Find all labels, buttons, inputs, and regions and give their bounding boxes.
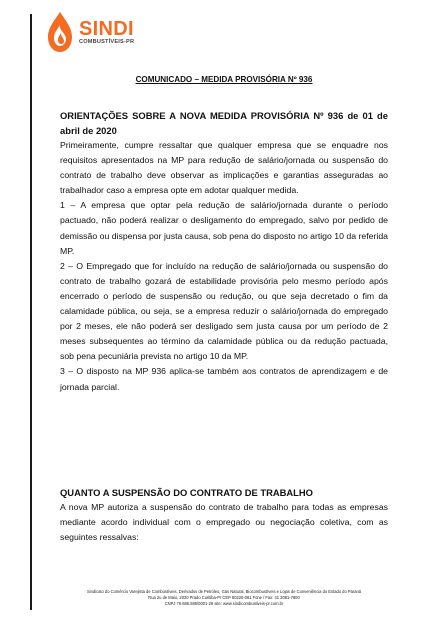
heading-orientacoes: ORIENTAÇÕES SOBRE A NOVA MEDIDA PROVISÓRIA Nº 936 de 01 de abril de 2020 bbox=[60, 110, 388, 136]
fuel-drop-icon bbox=[44, 11, 76, 53]
footer-line: Sindicato do Comércio Varejista de Combustíveis, Derivados de Petróleo, Gás Natural, Biocombustíveis e Lojas de Conveniência do Estado do Paraná bbox=[86, 589, 362, 594]
section-suspensao bbox=[60, 500, 388, 545]
paragraph: 1 – A empresa que optar pela redução de salário/jornada durante o período pactuado, não poderá realizar o desligamento do empregado, salvo por pedido de demissão ou dispensa por justa causa, sob pena do disposto no artigo 10 da referida MP. bbox=[60, 200, 388, 256]
paragraph: Primeiramente, cumpre ressaltar que qualquer empresa que se enquadre nos requisitos apresentados na MP para redução de salário/jornada ou suspensão do contrato de trabalho deve observar as implicações e garantias asseguradas ao trabalhador caso a empresa opte em adotar qualquer medida. bbox=[60, 140, 388, 196]
heading-suspensao: QUANTO A SUSPENSÃO DO CONTRATO DE TRABALHO bbox=[60, 487, 313, 498]
footer-line: CNPJ 76.686.586/0001-29 site: www.sindicombustiveis-pr.com.br bbox=[164, 601, 284, 607]
section-orientacoes bbox=[60, 138, 388, 395]
paragraph: A nova MP autoriza a suspensão do contrato de trabalho para todas as empresas mediante acordo individual com o empregado ou negociação coletiva, com as seguintes ressalvas: bbox=[60, 502, 388, 543]
document-footer bbox=[60, 589, 388, 607]
logo-name: SINDI bbox=[79, 17, 134, 40]
paragraph: 2 – O Empregado que for incluído na redução de salário/jornada ou suspensão do contrato de trabalho gozará de estabilidade provisória pelo mesmo período após encerrado o período de suspensão ou redução, ou que seja decretado o fim da calamidade pública, ou seja, se a empresa reduzir o salário/jornada do empregado por 2 meses, ele não poderá ser desligado sem justa causa por um período de 2 meses subsequentes ao término da calamidade pública ou da redução pactuada, sob pena pecuniária prevista no artigo 10 da MP. bbox=[60, 260, 388, 362]
document-title: COMUNICADO – MEDIDA PROVISÓRIA Nº 936 bbox=[135, 75, 313, 84]
paragraph: 3 – O disposto na MP 936 aplica-se também aos contratos de aprendizagem e de jornada parcial. bbox=[60, 366, 388, 392]
side-rule bbox=[30, 14, 32, 610]
footer-line: Rua 2u de Maio, 2020 Prado Curitiba-Pr CEP 80220-081 Fone / Fax: 41 3081-7800 bbox=[148, 595, 300, 601]
logo-subtitle: COMBUSTÍVEIS-PR bbox=[79, 38, 135, 45]
sindi-logo bbox=[44, 11, 134, 53]
